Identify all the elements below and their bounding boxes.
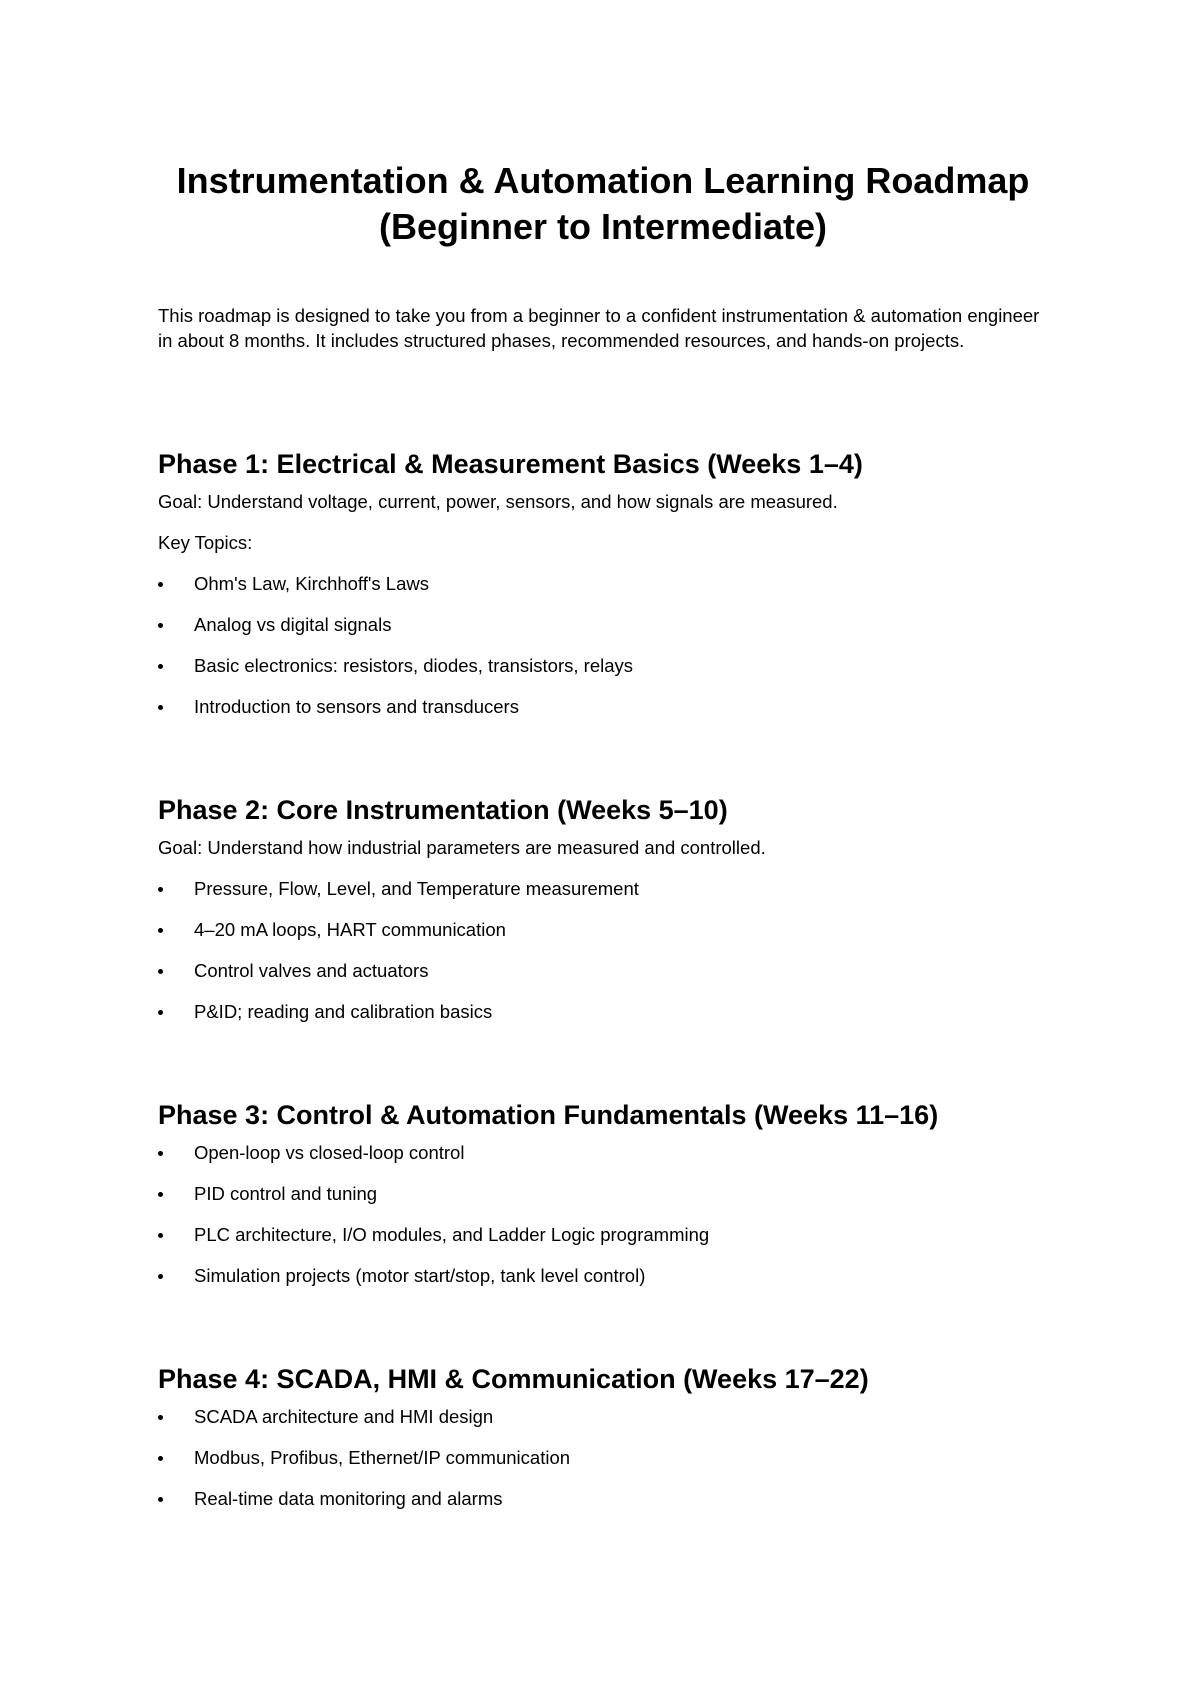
list-item	[158, 958, 1048, 983]
bullet-icon	[158, 1456, 163, 1461]
list-item-text: Analog vs digital signals	[194, 614, 392, 635]
phase-heading: Phase 2: Core Instrumentation (Weeks 5–10)	[158, 795, 728, 825]
list-item	[158, 917, 1048, 942]
phase-3-section	[158, 1098, 1048, 1304]
phase-2-section	[158, 793, 1048, 1040]
list-item	[158, 653, 1048, 678]
list-item-text: PID control and tuning	[194, 1183, 378, 1204]
bullet-icon	[158, 969, 163, 974]
topic-list	[158, 1404, 1048, 1511]
document-page	[158, 0, 1048, 1696]
bullet-icon	[158, 1151, 163, 1156]
list-item-text: Modbus, Profibus, Ethernet/IP communication	[194, 1447, 571, 1468]
list-item	[158, 1181, 1048, 1206]
document-title: Instrumentation & Automation Learning Roadmap (Beginner to Intermediate)	[176, 160, 1030, 247]
list-item-text: Basic electronics: resistors, diodes, transistors, relays	[194, 655, 634, 676]
list-item-text: 4–20 mA loops, HART communication	[194, 919, 506, 940]
list-item	[158, 1445, 1048, 1470]
key-topics-label: Key Topics:	[158, 532, 253, 553]
topic-list	[158, 1140, 1048, 1288]
list-item-text: Real-time data monitoring and alarms	[194, 1488, 503, 1509]
phase-heading: Phase 3: Control & Automation Fundamentals (Weeks 11–16)	[158, 1100, 939, 1130]
list-item-text: Ohm's Law, Kirchhoff's Laws	[194, 573, 429, 594]
list-item	[158, 876, 1048, 901]
list-item-text: Open-loop vs closed-loop control	[194, 1142, 465, 1163]
bullet-icon	[158, 1274, 163, 1279]
bullet-icon	[158, 1497, 163, 1502]
list-item	[158, 1222, 1048, 1247]
bullet-icon	[158, 705, 163, 710]
intro-paragraph: This roadmap is designed to take you from a beginner to a confident instrumentation & automation engineer in about 8 months. It includes structured phases, recommended resources, and hands-on projects.	[158, 305, 1040, 351]
list-item	[158, 1404, 1048, 1429]
bullet-icon	[158, 887, 163, 892]
bullet-icon	[158, 582, 163, 587]
list-item-text: Control valves and actuators	[194, 960, 429, 981]
bullet-icon	[158, 928, 163, 933]
list-item	[158, 1263, 1048, 1288]
list-item-text: PLC architecture, I/O modules, and Ladder Logic programming	[194, 1224, 710, 1245]
bullet-icon	[158, 1010, 163, 1015]
topic-list	[158, 571, 1048, 719]
list-item-text: SCADA architecture and HMI design	[194, 1406, 494, 1427]
list-item-text: P&ID; reading and calibration basics	[194, 1001, 493, 1022]
list-item	[158, 571, 1048, 596]
phase-goal: Goal: Understand how industrial parameters are measured and controlled.	[158, 837, 766, 858]
list-item	[158, 1140, 1048, 1165]
bullet-icon	[158, 1233, 163, 1238]
list-item	[158, 999, 1048, 1024]
list-item-text: Simulation projects (motor start/stop, tank level control)	[194, 1265, 646, 1286]
bullet-icon	[158, 1415, 163, 1420]
phase-1-section	[158, 447, 1048, 735]
phase-heading: Phase 4: SCADA, HMI & Communication (Weeks 17–22)	[158, 1364, 869, 1394]
topic-list	[158, 876, 1048, 1024]
phase-goal: Goal: Understand voltage, current, power, sensors, and how signals are measured.	[158, 491, 838, 512]
list-item	[158, 694, 1048, 719]
list-item-text: Pressure, Flow, Level, and Temperature measurement	[194, 878, 639, 899]
list-item	[158, 612, 1048, 637]
list-item-text: Introduction to sensors and transducers	[194, 696, 519, 717]
bullet-icon	[158, 664, 163, 669]
bullet-icon	[158, 1192, 163, 1197]
list-item	[158, 1486, 1048, 1511]
phase-4-section	[158, 1362, 1048, 1527]
phase-heading: Phase 1: Electrical & Measurement Basics (Weeks 1–4)	[158, 449, 863, 479]
bullet-icon	[158, 623, 163, 628]
